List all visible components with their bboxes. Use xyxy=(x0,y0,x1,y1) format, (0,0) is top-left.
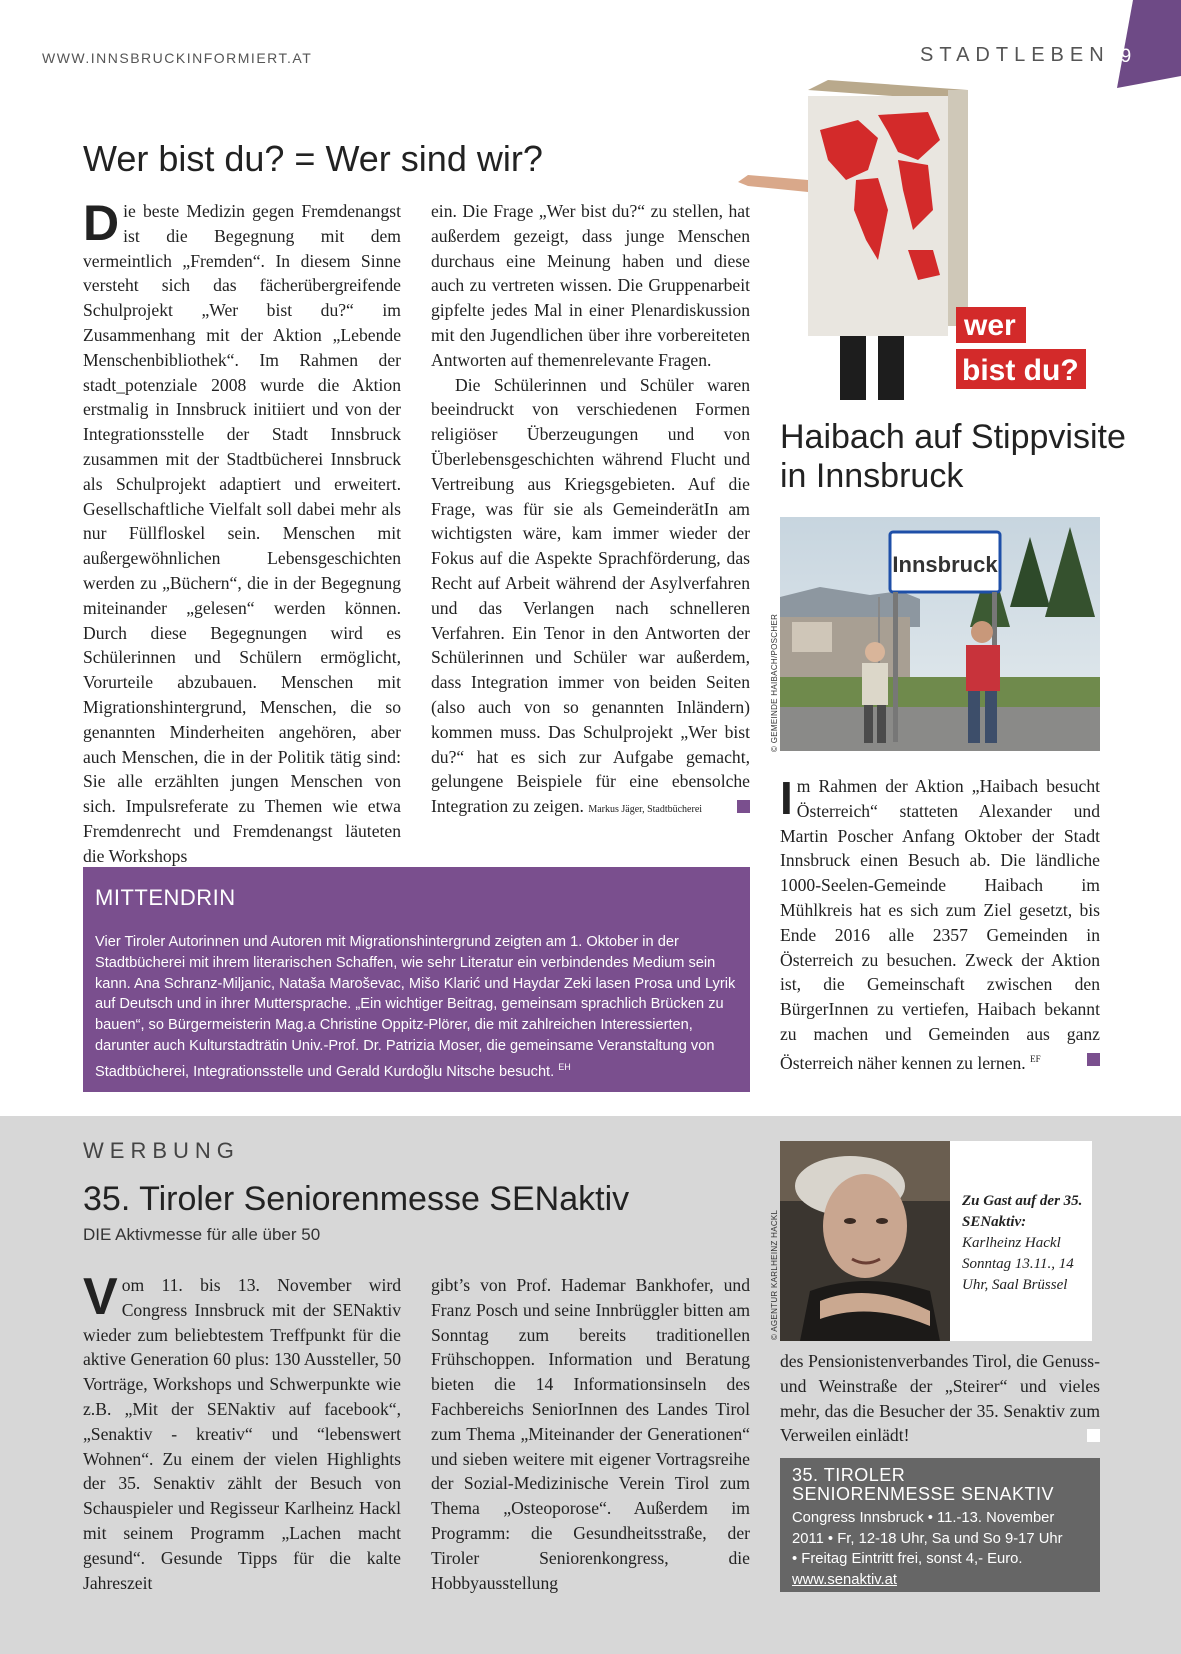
end-square-icon xyxy=(737,800,750,813)
portrait-photo xyxy=(780,1141,950,1341)
advert-column-3 xyxy=(780,1349,1100,1448)
advert-info-box xyxy=(780,1458,1100,1592)
article2-text: m Rahmen der Aktion „Haibach besucht Österreich“ statteten Alexander und Martin Poscher Anfang Oktober der Stadt Innsbruck einen Besuch ab. Die ländliche 1000-Seelen-Gemeinde Haibach im Mühlkreis hat es sich zum Ziel gesetzt, bis Ende 2016 alle 2357 Gemeinden in Österreich zu besuchen. Zweck der Aktion ist, die Gemeinschaft zwischen den BürgerInnen zu vertiefen, Haibach bekannt zu machen und Gemeinden aus ganz Österreich näher kennen zu lernen. xyxy=(780,776,1100,1073)
haibach-photo xyxy=(780,517,1100,751)
mittendrin-text: Vier Tiroler Autorinnen und Autoren mit Migrationshintergrund zeigten am 1. Oktober in der Stadtbücherei mit ihrem literarischen Schaffen, wie sehr Literatur ein verbindendes Medium sein kann. Ana Schranz-Miljanic, Nataša Maroševac, Mišo Klarić und Haydar Zeki lasen Prosa und Lyrik auf Deutsch und in ihrer Muttersprache. „Ein wichtiger Beitrag, gemeinsam sprachlich Brücken zu bauen“, so Bürgermeisterin Mag.a Christine Oppitz-Plörer, die mit zahlreichen Interessierten, darunter auch Kulturstadträtin Univ.-Prof. Dr. Patrizia Moser, die gemeinsame Veranstaltung von Stadtbücherei, Integrationsstelle und Gerald Kurdoğlu Nitsche besucht. xyxy=(95,934,736,1080)
portrait-photo-credit: © AGENTUR KARLHEINZ HACKL xyxy=(770,1209,779,1340)
info-box-title-line-2: SENIORENMESSE SENAKTIV xyxy=(792,1484,1055,1504)
page-tab-shape xyxy=(1107,0,1181,88)
info-box-details xyxy=(792,1508,1096,1590)
advert-subtitle: DIE Aktivmesse für alle über 50 xyxy=(83,1225,321,1244)
wer-label: wer xyxy=(964,309,1016,342)
mittendrin-text-container xyxy=(95,932,737,1082)
haibach-photo-credit: © GEMEINDE HAIBACH/POSCHER xyxy=(770,613,779,752)
article1-signature: Markus Jäger, Stadtbücherei xyxy=(588,804,703,816)
book-person-illustration xyxy=(728,60,1108,400)
info-box-title-line-1: 35. TIROLER xyxy=(792,1465,906,1485)
article-title-wer-bist-du: Wer bist du? = Wer sind wir? xyxy=(83,138,543,179)
advert-column-2 xyxy=(431,1273,750,1595)
article2-body xyxy=(780,774,1100,1075)
innsbruck-sign-text: Innsbruck xyxy=(892,552,998,577)
advert-text-col2: gibt’s von Prof. Hademar Bankhofer, und Franz Posch und seine Innbrüggler bitten am Sonntag zum bereits traditionellen Frühschoppen. Information und Beratung bieten die 14 Informationsinseln des Fachbereichs SeniorInnen des Landes Tirol zum Thema „Miteinander der Generationen“ und sieben weitere mit eigener Vortragsreihe der Sozial-Medizinische Verein Tirol zum Thema „Osteoporose“. Außerdem im Programm: die Gesundheitsstraße, der Tiroler Seniorenkongress, die Hobbyausstellung xyxy=(431,1275,750,1593)
advert-title: 35. Tiroler Seniorenmesse SENaktiv xyxy=(83,1180,630,1218)
article1-text-col2-p2: Die Schülerinnen und Schüler waren beeindruckt von verschiedenen Formen religiöser Überzeugungen und von Überlebensgeschichten während Flucht und Vertreibung aus Kriegsgebieten. Auf die Frage, was für sie als GemeinderätIn am wichtigsten wäre, kam immer wieder der Fokus auf die Aspekte Sprachförderung, das Recht auf Arbeit während der Asylverfahren und das Verlangen nach schnelleren Verfahren. Ein Tenor in den Antworten der Schülerinnen und Schüler war außerdem, dass Integration immer von beiden Seiten (also auch von so genannten Inländern) kommen muss. Das Schulprojekt „Wer bist du?“ hat es sich zur Aufgabe gemacht, gelungene Beispiele für eine ebensolche Integration zu zeigen. xyxy=(431,374,750,817)
info-line-1: Congress Innsbruck • 11.-13. November xyxy=(792,1510,1055,1526)
info-line-2: 2011 • Fr, 12-18 Uhr, Sa und So 9-17 Uhr xyxy=(792,1530,1063,1547)
section-title: STADTLEBEN xyxy=(920,44,1110,66)
article1-text-col2-p1: ein. Die Frage „Wer bist du?“ zu stellen, hat außerdem gezeigt, dass junge Menschen durchaus eine Meinung haben und diese auch zu vertreten wissen. Die Gruppenarbeit gipfelte jedes Mal in einer Plenardiskussion mit den Jugendlichen über ihre vorbereiteten Antworten auf themenrelevante Fragen. xyxy=(431,201,750,370)
article2-initials: EF xyxy=(1030,1053,1041,1064)
website-url: WWW.INNSBRUCKINFORMIERT.AT xyxy=(42,50,313,66)
drop-cap: V xyxy=(83,1268,118,1326)
end-square-icon xyxy=(1087,1053,1100,1066)
caption-bold-text: Zu Gast auf der 35. SENaktiv: xyxy=(962,1193,1083,1230)
article-title-haibach: Haibach auf Stippvisite in Innsbruck xyxy=(780,418,1126,495)
mittendrin-initials: EH xyxy=(558,1061,571,1072)
senaktiv-link[interactable]: www.senaktiv.at xyxy=(792,1571,897,1588)
advert-text-col1: om 11. bis 13. November wird Congress Innsbruck mit der SENaktiv wieder zum beliebtestem Treffpunkt für die aktive Generation 60 plus: 130 Aussteller, 50 Vorträge, Workshops und Schwerpunkte wie z.B. „Mit der SENaktiv auf facebook“, „Senaktiv - kreativ“ und “lebenswert Wohnen“. Zu einem der vielen Highlights der 35. Senaktiv zählt der Besuch von Schauspieler und Regisseur Karlheinz Hackl mit seinem Programm „Lachen macht gesund“. Gesunde Tipps für die kalte Jahreszeit xyxy=(83,1275,401,1593)
mittendrin-heading: MITTENDRIN xyxy=(95,885,236,910)
drop-cap: D xyxy=(83,195,120,251)
page-number: 39 xyxy=(1110,46,1132,67)
drop-cap: I xyxy=(780,772,793,824)
end-square-icon xyxy=(1087,1429,1100,1442)
info-line-3: • Freitag Eintritt frei, sonst 4,- Euro. xyxy=(792,1551,1023,1567)
portrait-caption xyxy=(950,1141,1092,1341)
advert-label: WERBUNG xyxy=(83,1138,240,1163)
article1-column-1 xyxy=(83,195,401,869)
caption-text: Karlheinz Hackl Sonntag 13.11., 14 Uhr, Saal Brüssel xyxy=(962,1235,1074,1293)
info-box-title xyxy=(792,1466,1054,1504)
advert-column-1 xyxy=(83,1268,401,1595)
mittendrin-box xyxy=(83,867,750,1092)
article1-column-2 xyxy=(431,199,750,823)
article1-text-col1: ie beste Medizin gegen Fremdenangst ist die Begegnung mit dem vermeintlich „Fremden“. In diesem Sinne versteht sich das fächerübergreifende Schulprojekt „Wer bist du?“ im Zusammenhang mit der Aktion „Lebende Menschenbibliothek“. Im Rahmen der stadt_potenziale 2008 wurde die Aktion erstmalig in Innsbruck initiiert und von der Integrationsstelle der Stadt Innsbruck zusammen mit der Stadtbücherei Innsbruck als Schulprojekt adaptiert und erweitert. Gesellschaftliche Vielfalt soll dabei mehr als nur Füllfloskel sein. Menschen mit außergewöhnlichen Lebensgeschichten werden zu „Büchern“, die in der Begegnung miteinander „gelesen“ werden können. Durch diese Begegnungen wird es Schülerinnen und Schülern ermöglicht, Vorurteile abzubauen. Menschen mit Migrationshintergrund, Menschen, die so genannten Minderheiten angehören, aber auch Menschen, die in der Politik tätig sind: Sie alle erzählten jungen Menschen von sich. Impulsreferate zu Themen wie etwa Fremdenrecht und Fremdenangst läuteten die Workshops xyxy=(83,201,401,866)
bist-du-label: bist du? xyxy=(962,354,1079,387)
advert-text-col3: des Pensionistenverbandes Tirol, die Genuss- und Weinstraße der „Steirer“ und vieles mehr, das die Besucher der 35. Senaktiv zum Verweilen einlädt! xyxy=(780,1351,1100,1446)
